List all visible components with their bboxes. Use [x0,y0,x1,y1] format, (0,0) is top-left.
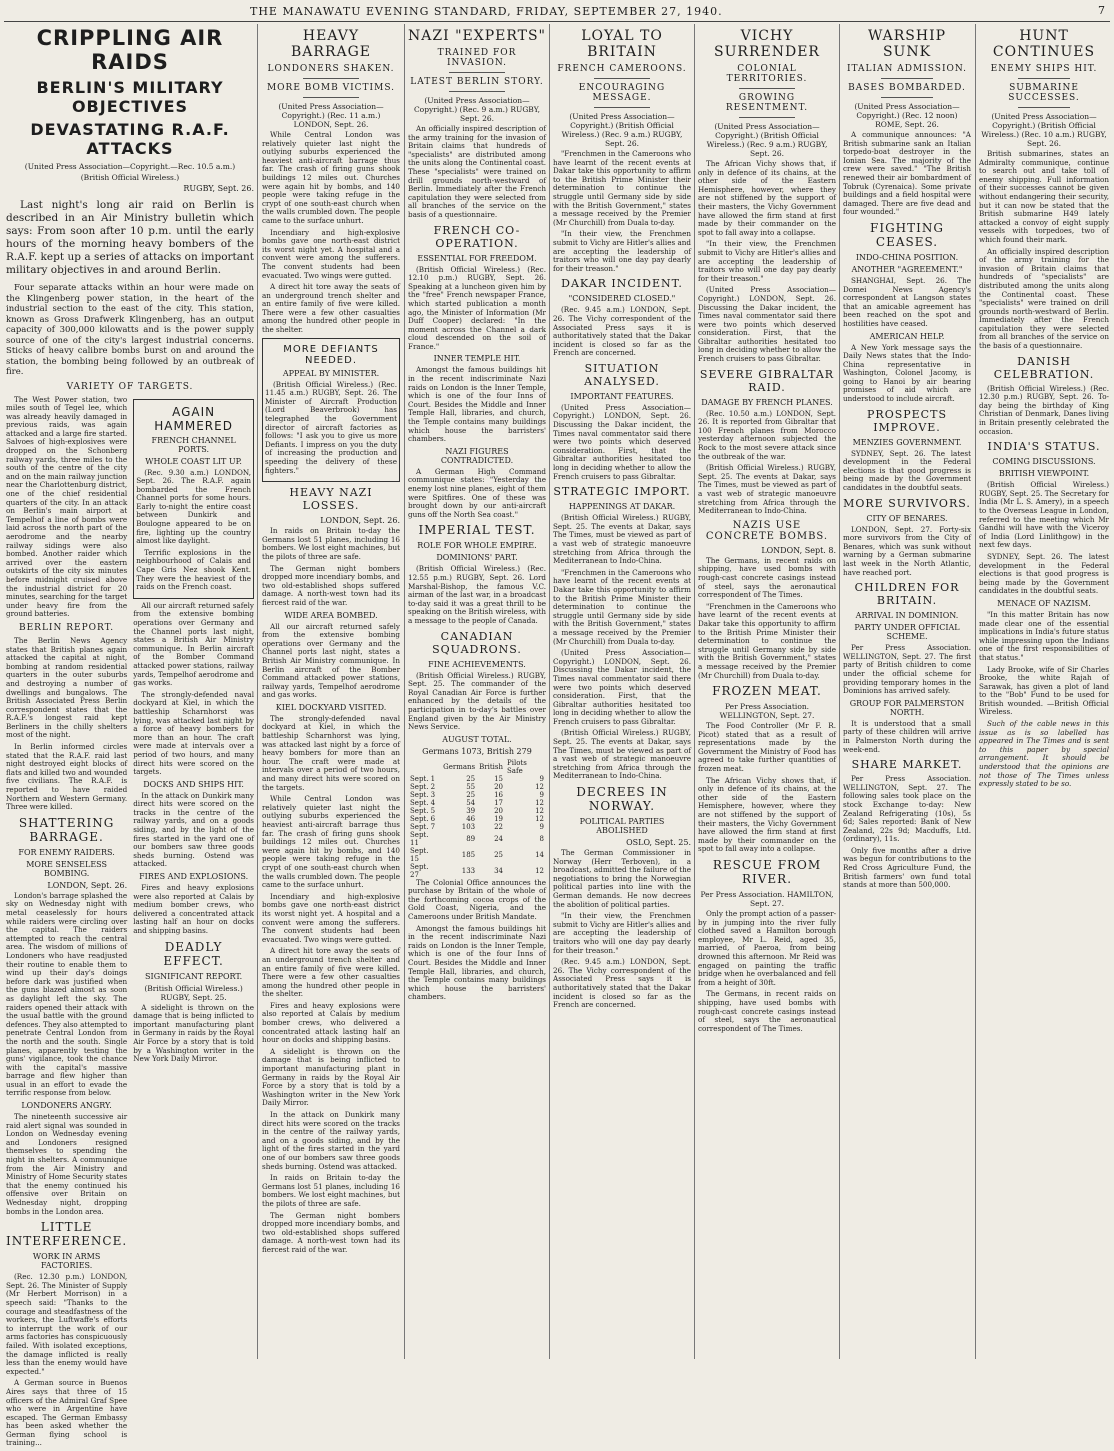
story-subhead: TRAINED FOR INVASION. [408,48,546,68]
story-headline: RESCUE FROM RIVER. [698,858,836,886]
column-6 [843,24,971,1359]
table-cell: Sept. 6 [408,815,441,823]
section-subhead: MENZIES GOVERNMENT. [843,438,971,447]
table-cell: 16 [477,791,505,799]
article-paragraph: An officially inspired description of the army training for the invasion of Britain claims that hundreds of "specialists" are distributed among the units along the Continental coast. These "specialists" were trained on drill grounds north-westward of Berlin. Immediately after the French capitulation they were selected from all branches of the service on the basis of a questionnaire. [408,125,546,220]
story-headline: SHARE MARKET. [843,758,971,771]
section-subhead: WIDE AREA BOMBED. [262,611,400,620]
table-cell: 55 [441,783,477,791]
divider [594,107,649,108]
column-divider [549,24,550,1359]
section-subhead: NAZI FIGURES CONTRADICTED. [408,447,546,465]
table-cell: 22 [477,823,505,831]
story-subhead: MORE BOMB VICTIMS. [262,83,400,93]
divider [881,97,932,98]
story-headline: NAZI "EXPERTS" [408,28,546,44]
table-cell: 12 [505,815,546,823]
table-cell: Sept. 2 [408,783,441,791]
table-row [408,831,546,847]
section-subhead: GROUP FOR PALMERSTON NORTH. [843,699,971,717]
article-paragraph: (British Official Wireless.) RUGBY, Sept. 25. The commander of the Royal Canadian Air Force is further enhanced by the details of the participation in to-day's battles over England given by the Air Ministry News Service. [408,672,546,732]
article-paragraph: "Frenchmen in the Cameroons who have learnt of the recent events at Dakar take this opportunity to affirm to the British Prime Minister their determination to continue the struggle until Germany side by side with the British Government," states a message received by the Premier (Mr Churchill) from Duala to-day. [553,150,691,227]
article-paragraph: Fires and heavy explosions were also reported at Calais by medium bomber crews, who delivered a concentrated attack lasting half an hour on docks and shipping basins. [262,1002,400,1045]
table-total: Germans 1073, British 279 [408,747,546,756]
article-paragraph: It is understood that a small party of these children will arrive in Palmerston North during the week-end. [843,720,971,754]
story-subhead: ENEMY SHIPS HIT. [979,64,1109,74]
table-cell: 20 [477,807,505,815]
table-cell: Sept. 4 [408,799,441,807]
divider [303,78,358,79]
credit-line: Per Press Association. WELLINGTON, Sept. 27. [698,702,836,720]
story-headline: STRATEGIC IMPORT. [553,485,691,498]
table-cell: 133 [441,863,477,879]
article-paragraph: The Food Controller (Mr F. R. Picot) stated that as a result of representations made by the Government the Ministry of Food has agreed to take further quantities of frozen meat. [698,722,836,774]
section-subhead: FOR ENEMY RAIDERS. [6,848,127,857]
table-row [408,863,546,879]
credit-line: (United Press Association—Copyright.) (Rec. 9 a.m.) RUGBY, Sept. 26. [408,96,546,123]
table-cell: Sept. 27 [408,863,441,879]
article-paragraph: "In their view, the Frenchmen submit to Vichy are Hitler's allies and are accepting the leadership of traitors who will one day pay dearly for their treason." [698,240,836,283]
box-headline: AGAIN HAMMERED [136,405,251,433]
article-paragraph: In raids on Britain to-day the Germans lost 51 planes, including 16 bombers. We lost eight machines, but the pilots of three are safe. [262,1174,400,1208]
table-cell: 46 [441,815,477,823]
table-cell: 9 [505,775,546,783]
story-headline: WARSHIP SUNK [843,28,971,60]
article-paragraph: "In their view, the Frenchmen submit to Vichy are Hitler's allies and are accepting the leadership of traitors who will one day pay dearly for their treason." [553,230,691,273]
article-paragraph: (British Official Wireless.) RUGBY, Sept. 25. The events at Dakar, says The Times, must be viewed as part of a vast web of strategic manoeuvre stretching from Africa through the Mediterranean to Indo-China. [553,729,691,781]
story-headline: DAKAR INCIDENT. [553,277,691,290]
column-1 [6,24,254,1359]
table-row [408,807,546,815]
table-cell: Sept. 15 [408,847,441,863]
table-body [408,775,546,879]
article-paragraph: The German Commissioner in Norway (Herr Terboven), in a broadcast, admitted the failure of the negotiations to bring the Norwegian political parties into line with the German demands. He now decrees the abolition of political parties. [553,849,691,909]
section-subhead: LONDONERS ANGRY. [6,1101,127,1110]
article-paragraph: The strongly-defended naval dockyard at Kiel, in which the battleship Scharnhorst was lying, was attacked last night by a force of heavy bombers for more than an hour. The craft were made at intervals over a period of two hours, and many direct hits were scored on the targets. [133,691,254,777]
table-cell: 14 [505,847,546,863]
credit-line: (United Press Association—Copyright.) (British Official Wireless.) (Rec. 9 a.m.) RUGBY, Sept. 26. [698,122,836,158]
subhead-berlin-objectives: BERLIN'S MILITARY OBJECTIVES [6,78,254,116]
table-row [408,823,546,831]
article-paragraph: All our aircraft returned safely from the extensive bombing operations over Germany and the Channel ports last night, states a British Air Ministry communique. In Berlin aircraft of the Bomber Command attacked power stations, railway yards, Tempelhof aerodrome and gas works. [133,602,254,688]
table-header-cell [408,759,441,775]
table-cell: 12 [505,863,546,879]
article-paragraph: A German High Command communique states: "Yesterday the enemy lost nine planes, eight of them were Spitfires. One of these was brought down by our anti-aircraft guns off the North Sea coast." [408,468,546,520]
divider [449,91,504,92]
story-headline: INDIA'S STATUS. [979,440,1109,453]
credit-line: (United Press Association—Copyright.) (British Official Wireless.) (Rec. 9 a.m.) RUGBY, Sept. 26. [553,112,691,148]
article-paragraph: (United Press Association—Copyright.) LONDON, Sept. 26. Discussing the Dakar incident, the Times naval commentator said there were two points which deserved consideration. First, that the Gibraltar authorities hesitated too long in deciding whether to allow the French cruisers to pass Gibraltar. [698,286,836,363]
article-paragraph: A sidelight is thrown on the damage that is being inflicted to important manufacturing plant in Germany in raids by the Royal Air Force by a story that is told by a Washington writer in the New York Daily Mirror. [133,1004,254,1064]
table-cell: 9 [505,791,546,799]
table-cell: 8 [505,831,546,847]
article-paragraph: The African Vichy shows that, if only in defence of its chains, at the other side of the Eastern Hemisphere, however, where they are not stiffened by the support of their masters, the Vichy Government have allowed the firm stand at first made by their commander on the spot to fall away into a collapse. [698,160,836,237]
table-row [408,791,546,799]
divider [1018,78,1070,79]
lead-paragraph: Last night's long air raid on Berlin is described in an Air Ministry bulletin which says: From soon after 10 p.m. until the early hours of the morning heavy bombers of the R.A.F. kept up a series of attacks on important military objectives in and around Berlin. [6,199,254,277]
headline-crippling-air-raids: CRIPPLING AIR RAIDS [6,26,254,74]
article-paragraph: Per Press Association. WELLINGTON, Sept. 27. The following sales took place on the stock Exchange to-day: New Zealand Refrigerating (10s), 5s 6d; Sales reported: Bank of New Zealand, 22s 9d; Macduffs, Ltd. (ordinary), 11s. [843,775,971,844]
article-paragraph: A New York message says the Daily News states that the Indo-China representative in Washington, Colonel Jacomy, is going to Hanoi by air bearing promises of aid which are understood to include aircraft. [843,344,971,404]
divider [739,117,794,118]
table-row [408,775,546,783]
section-subhead: CITY OF BENARES. [843,514,971,523]
section-subhead: PARTY UNDER OFFICIAL SCHEME. [843,623,971,641]
article-paragraph: Fires and heavy explosions were also reported at Calais by medium bomber crews, who delivered a concentrated attack lasting half an hour on docks and shipping basins. [133,884,254,936]
column-divider [694,24,695,1359]
dateline: LONDON, Sept. 26. [6,881,127,890]
article-paragraph: The German night bombers dropped more incendiary bombs, and two old-established shops suffered damage. A north-west town had its fiercest raid of the war. [262,1212,400,1255]
column-3 [408,24,546,1359]
editorial-note: Such of the cable news in this issue as is so labelled has appeared in The Times and is sent to this paper by special arrangement. It should be understood that the opinions are not those of The Times unless expressly stated to be so. [979,720,1109,789]
article-paragraph: (British Official Wireless.) RUGBY, Sept. 25. The events at Dakar, says The Times, must be viewed as part of a vast web of strategic manoeuvre stretching from Africa through the Mediterranean to Indo-China. [553,514,691,566]
section-subhead: INNER TEMPLE HIT. [408,354,546,363]
divider [739,88,794,89]
section-subhead: WORK IN ARMS FACTORIES. [6,1252,127,1270]
losses-table [408,759,546,879]
table-cell: 12 [505,783,546,791]
table-row [408,815,546,823]
article-paragraph: SHANGHAI, Sept. 26. The Domei News Agency's correspondent at Langson states that an amicable agreement has been reached on the spot and hostilities have ceased. [843,277,971,329]
table-cell: 25 [477,847,505,863]
story-headline: DANISH CELEBRATION. [979,355,1109,381]
table-cell: Sept. 5 [408,807,441,815]
table-cell: 24 [477,831,505,847]
table-cell: 12 [505,807,546,815]
article-paragraph: All our aircraft returned safely from the extensive bombing operations over Germany and the Channel ports last night, states a British Air Ministry communique. In Berlin aircraft of the Bomber Command attacked power stations, railway yards, Tempelhof aerodrome and gas works. [262,623,400,700]
article-paragraph: (Rec. 9.45 a.m.) LONDON, Sept. 26. The Vichy correspondent of the Associated Press says it is authoritatively stated that the Dakar incident is closed so far as the French are concerned. [553,306,691,358]
article-paragraph: British submarines, states an Admiralty communique, continue to search out and take toll of enemy shipping. Full information of their successes cannot be given without endangering their security, but it can now be stated that the British submarine H49 lately attacked a convoy of eight supply vessels with torpedoes, two of which found their mark. [979,150,1109,245]
story-subhead: ITALIAN ADMISSION. [843,64,971,74]
article-paragraph: A German source in Buenos Aires says that three of 15 officers of the Admiral Graf Spee who were in Argentine have escaped. The German Embassy has been asked whether the German flying school is training... [6,1379,127,1448]
table-header-cell: Germans [441,759,477,775]
table-cell: 20 [477,783,505,791]
boxed-story [133,399,254,599]
table-cell: 9 [505,823,546,831]
story-headline: NAZIS USE CONCRETE BOMBS. [698,520,836,542]
section-subhead: KIEL DOCKYARD VISITED. [262,703,400,712]
article-paragraph: In raids on Britain to-day the Germans lost 51 planes, including 16 bombers. We lost eight machines, but the pilots of three are safe. [262,527,400,561]
column-divider [839,24,840,1359]
credit-line: (British Official Wireless.) [6,173,254,182]
divider [594,78,649,79]
article-paragraph: The Berlin News Agency states that British planes again attacked the capital at night, bombing at random residential quarters in the outer suburbs and destroying a number of dwellings and bungalows. The British Associated Press Berlin correspondent states that the R.A.F.'s longest raid kept Berliners in the chilly shelters most of the night. [6,637,127,740]
two-col-block [6,396,254,1451]
section-subhead: BRITISH VIEWPOINT. [979,469,1109,478]
story-subhead: ENCOURAGING MESSAGE. [553,83,691,103]
table-title: AUGUST TOTAL. [408,735,546,744]
table-row [408,847,546,863]
table-row [408,783,546,791]
table-cell: 17 [477,799,505,807]
story-headline: HEAVY BARRAGE [262,28,400,60]
column-4 [553,24,691,1359]
section-subhead: ARRIVAL IN DOMINION. [843,611,971,620]
story-headline: FIGHTING CEASES. [843,221,971,249]
credit-line: (United Press Association—Copyright.) (Rec. 12 noon) ROME, Sept. 26. [843,102,971,129]
article-paragraph: A direct hit tore away the seats of an underground trench shelter and an entire family of five were killed. There were a few other casualties among the hundred other people in the shelter. [262,947,400,999]
story-headline: PROSPECTS IMPROVE. [843,408,971,434]
credit-line: (British Official Wireless.) RUGBY, Sept. 25. [133,984,254,1002]
story-subhead: FRENCH CAMEROONS. [553,64,691,74]
credit-line: Per Press Association. HAMILTON, Sept. 27. [698,890,836,908]
section-subhead: DAMAGE BY FRENCH PLANES. [698,398,836,407]
newspaper-title: THE MANAWATU EVENING STANDARD, FRIDAY, SEPTEMBER 27, 1940. [250,5,723,18]
article-paragraph: "Frenchmen in the Cameroons who have learnt of the recent events at Dakar take this opportunity to affirm to the British Prime Minister their determination to continue the struggle until Germany side by side with the British Government," states a message received by the Premier (Mr Churchill) from Duala to-day. [553,569,691,646]
section-subhead: IMPORTANT FEATURES. [553,392,691,401]
article-paragraph: LONDON, Sept. 27. Forty-six more survivors from the City of Benares, which was sunk without warning by a German submarine last week in the North Atlantic, have reached port. [843,526,971,578]
article-paragraph: SYDNEY, Sept. 26. The latest development in the Federal elections is that good progress is being made by the Government candidates in the doubtful seats. [979,553,1109,596]
section-subhead: AMERICAN HELP. [843,332,971,341]
box-subhead: FRENCH CHANNEL PORTS. [136,436,251,454]
masthead [0,0,1114,20]
table-cell: 25 [441,775,477,783]
masthead-rule [4,21,1110,22]
section-subhead: DOMINIONS' PART. [408,553,546,562]
article-paragraph: A communique announces: "A British submarine sank an Italian torpedo-boat destroyer in the Ionian Sea. The majority of the crew were saved." "The British renewed their air bombardment of Tobruk (Cyrenaica). Some private buildings and a field hospital were damaged. There are five dead and four wounded." [843,131,971,217]
table-cell: Sept. 11 [408,831,441,847]
article-paragraph: A direct hit tore away the seats of an underground trench shelter and an entire family of five were killed. There were a few other casualties among the hundred other people in the shelter. [262,283,400,335]
article-paragraph: While Central London was relatively quieter last night the outlying suburbs experienced the heaviest anti-aircraft barrage thus far. The crash of firing guns shook buildings 12 miles out. Churches were again hit by bombs, and 140 people were taking refuge in the crypt of one south-east church when the walls crumbled down. The people came to the surface unhurt. [262,131,400,226]
story-subhead: COLONIAL TERRITORIES. [698,64,836,84]
table-cell: 39 [441,807,477,815]
article-paragraph: (Rec. 12.30 p.m.) LONDON, Sept. 26. The Minister of Supply (Mr Herbert Morrison) in a speech said: "Thanks to the courage and steadfastness of the workers, the Luftwaffe's efforts to interrupt the work of our arms factories has conspicuously failed. With isolated exceptions, the damage inflicted is really less than the enemy would have expected." [6,1273,127,1376]
story-subhead: LATEST BERLIN STORY. [408,77,546,87]
article-paragraph: The strongly-defended naval dockyard at Kiel, in which the battleship Scharnhorst was lying, was attacked last night by a force of heavy bombers for more than an hour. The craft were made at intervals over a period of two hours, and many direct hits were scored on the targets. [262,715,400,792]
story-headline: MORE SURVIVORS. [843,497,971,510]
box-subhead: WHOLE COAST LIT UP. [136,457,251,466]
story-headline: DEADLY EFFECT. [133,940,254,968]
article-paragraph: Per Press Association. WELLINGTON, Sept. 27. The first party of British children to come under the official scheme for providing temporary homes in the Dominions has arrived safely. [843,644,971,696]
article-paragraph: (Rec. 9.30 a.m.) LONDON, Sept. 26. The R.A.F. again bombarded the French Channel ports for some hours. Early to-night the entire coast between Dunkirk and Boulogne appeared to be on fire, lighting up the country almost like daylight. [136,469,251,546]
credit-line: (United Press Association—Copyright.) (British Official Wireless.) (Rec. 10 a.m.) RUGBY, Sept. 26. [979,112,1109,148]
divider [303,97,358,98]
article-paragraph: Incendiary and high-explosive bombs gave one north-east district its worst night yet. A hospital and a convent were among the sufferers. The convent students had been evacuated. Two wings were gutted. [262,893,400,945]
table-header-cell: British [477,759,505,775]
column-7 [979,24,1109,1359]
table-cell: 12 [505,799,546,807]
article-paragraph: Only five months after a drive was begun for contributions to the Red Cross Agriculture Fund, the British farmers' own fund total stands at more than 500,000. [843,847,971,890]
table-cell: Sept. 1 [408,775,441,783]
table-header-cell: Pilots Safe [505,759,546,775]
column-divider [257,24,258,1359]
article-paragraph: London's barrage splashed the sky on Wednesday night with metal ceaselessly for hours while raiders were circling over the capital. The raiders attempted to reach the central area. The wisdom of millions of Londoners who have readjusted their routine to enable them to wind up their day's doings before dark was justified when the guns blazed almost as soon as daylight left the sky. The raiders opened their attack with the usual battle with the ground defences. They also attempted to penetrate Central London from the north and the south. Single planes, apparently testing the guns' vigilance, took the chance with the capital's massive barrage and flew higher than usual in an effort to evade the terrific response from below. [6,892,127,1098]
section-subhead: MENACE OF NAZISM. [979,599,1109,608]
table-cell: Sept. 3 [408,791,441,799]
article-paragraph: (United Press Association—Copyright.) LONDON, Sept. 26. Discussing the Dakar incident, the Times naval commentator said there were two points which deserved consideration. First, that the Gibraltar authorities hesitated too long in deciding whether to allow the French cruisers to pass Gibraltar. [553,404,691,481]
table-cell: 103 [441,823,477,831]
story-headline: CANADIAN SQUADRONS. [408,630,546,656]
column-2 [262,24,400,1359]
table-cell: 54 [441,799,477,807]
section-subhead: INDO-CHINA POSITION. [843,253,971,262]
subhead-devastating-attacks: DEVASTATING R.A.F. ATTACKS [6,120,254,158]
section-subhead: "CONSIDERED CLOSED." [553,294,691,303]
table-cell: Sept. 7 [408,823,441,831]
table-cell: 34 [477,863,505,879]
article-paragraph: Amongst the famous buildings hit in the recent indiscriminate Nazi raids on London is the Inner Temple, which is one of the four Inns of Court. Besides the Middle and Inner Temple Hall, libraries, and church, the Temple contains many buildings which house the barristers' chambers. [408,366,546,443]
divider [449,72,504,73]
article-paragraph: "In their view, the Frenchmen submit to Vichy are Hitler's allies and are accepting the leadership of traitors who will one day pay dearly for their treason." [553,912,691,955]
sub-column-left [6,396,127,1451]
article-paragraph: Incendiary and high-explosive bombs gave one north-east district its worst night yet. A hospital and a convent were among the sufferers. The convent students had been evacuated. Two wings were gutted. [262,229,400,281]
box-subhead: APPEAL BY MINISTER. [265,369,397,378]
column-divider [404,24,405,1359]
divider [881,78,932,79]
dateline: RUGBY, Sept. 26. [6,184,254,193]
article-paragraph: (British Official Wireless.) (Rec. 11.45 a.m.) RUGBY, Sept. 26. The Minister of Aircraft Production (Lord Beaverbrook) has telegraphed the Government director of aircraft factories as follows: "I ask you to give us more Defiants. I impress on you the duty of increasing the production and speeding the delivery of these fighters." [265,381,397,476]
section-subhead: FINE ACHIEVEMENTS. [408,660,546,669]
table-cell: 89 [441,831,477,847]
credit-line: (United Press Association—Copyright.—Rec. 10.5 a.m.) [6,162,254,171]
story-subhead: LONDONERS SHAKEN. [262,64,400,74]
article-paragraph: (United Press Association—Copyright.) LONDON, Sept. 26. Discussing the Dakar incident, the Times naval commentator said there were two points which deserved consideration. First, that the Gibraltar authorities hesitated too long in deciding whether to allow the French cruisers to pass Gibraltar. [553,649,691,726]
table-cell: 15 [477,775,505,783]
table-cell: 25 [441,791,477,799]
article-paragraph: (British Official Wireless.) RUGBY, Sept. 25. The Secretary for India (Mr L. S. Amery), in a speech to the Overseas League in London, referred to the meeting which Mr Gandhi will have with the Viceroy of India (Lord Linlithgow) in the next few days. [979,481,1109,550]
article-paragraph: (British Official Wireless.) (Rec. 12.10 p.m.) RUGBY, Sept. 26. Speaking at a luncheon given him by the "free" French newspaper France, which started publication a month ago, the Minister of Information (Mr Duff Cooper) declared: "In the moment across the Channel a dark cloud descended on the soil of France." [408,266,546,352]
boxed-story [262,338,400,483]
section-subhead: ANOTHER "AGREEMENT." [843,265,971,274]
column-divider [975,24,976,1359]
table-cell: 19 [477,815,505,823]
sub-column-right [133,396,254,1451]
section-subhead: HAPPENINGS AT DAKAR. [553,502,691,511]
story-headline: LOYAL TO BRITAIN [553,28,691,60]
section-subhead: ROLE FOR WHOLE EMPIRE. [408,541,546,550]
article-paragraph: In the attack on Dunkirk many direct hits were scored on the tracks in the centre of the railway yards, and on a goods siding, and by the light of the fires started in the yard one of our bombers saw three goods sheds burning. Ostend was attacked. [133,792,254,869]
story-headline: IMPERIAL TEST. [408,523,546,537]
article-paragraph: The African Vichy shows that, if only in defence of its chains, at the other side of the Eastern Hemisphere, however, where they are not stiffened by the support of their masters, the Vichy Government have allowed the firm stand at first made by their commander on the spot to fall away into a collapse. [698,777,836,854]
section-subhead: ESSENTIAL FOR FREEDOM. [408,254,546,263]
story-subhead: SUBMARINE SUCCESSES. [979,83,1109,103]
article-paragraph: Lady Brooke, wife of Sir Charles Brooke, the white Rajah of Sarawak, has given a plot of land to the "Bob" Fund to be used for British wounded. —British Official Wireless. [979,666,1109,718]
article-paragraph: The German night bombers dropped more incendiary bombs, and two old-established shops suffered damage. A north-west town had its fiercest raid of the war. [262,565,400,608]
story-headline: FRENCH CO-OPERATION. [408,224,546,250]
article-paragraph: The Germans, in recent raids on shipping, have used bombs with rough-cast concrete casings instead of steel, says the aeronautical correspondent of The Times. [698,557,836,600]
story-headline: VICHY SURRENDER [698,28,836,60]
credit-line: (United Press Association—Copyright.) (Rec. 11 a.m.) LONDON, Sept. 26. [262,102,400,129]
story-headline: SHATTERING BARRAGE. [6,816,127,844]
story-headline: HEAVY NAZI LOSSES. [262,486,400,512]
story-subhead: GROWING RESENTMENT. [698,93,836,113]
article-paragraph: In Berlin informed circles stated that the R.A.F. raid last night destroyed eight blocks of flats and killed two and wounded five civilians. The R.A.F. is reported to have raided Northern and Western Germany. Three were killed. [6,743,127,812]
article-paragraph: SYDNEY, Sept. 26. The latest development in the Federal elections is that good progress is being made by the Government candidates in the doubtful seats. [843,450,971,493]
dateline: OSLO, Sept. 25. [553,838,691,847]
article-paragraph: (British Official Wireless.) (Rec. 12.55 p.m.) RUGBY, Sept. 26. Lord Marshal-Bishop, the famous V.C. airman of the last war, in a broadcast to-day said it was a great thrill to be speaking on the British wireless, with a message to the people of Canada. [408,565,546,625]
story-subhead: BASES BOMBARDED. [843,83,971,93]
section-subhead: SIGNIFICANT REPORT. [133,972,254,981]
article-paragraph: (Rec. 9.45 a.m.) LONDON, Sept. 26. The Vichy correspondent of the Associated Press says it is authoritatively stated that the Dakar incident is closed so far as the French are concerned. [553,958,691,1010]
story-headline: CHILDREN FOR BRITAIN. [843,581,971,607]
section-subhead: BERLIN REPORT. [6,623,127,633]
article-paragraph: A sidelight is thrown on the damage that is being inflicted to important manufacturing plant in Germany in raids by the Royal Air Force by a story that is told by a Washington writer in the New York Daily Mirror. [262,1048,400,1108]
article-paragraph: An officially inspired description of the army training for the invasion of Britain claims that hundreds of "specialists" are distributed among the units along the Continental coast. These "specialists" were trained on drill grounds north-westward of Berlin. Immediately after the French capitulation they were selected from all branches of the service on the basis of a questionnaire. [979,248,1109,351]
table-header-row [408,759,546,775]
article-paragraph: The nineteenth successive air raid alert signal was sounded in London on Wednesday evening and Londoners resigned themselves to spending the night in shelters. A communique from the Air Ministry and Ministry of Home Security states that the enemy continued his offensive over Britain on Wednesday night, dropping bombs in the London area. [6,1113,127,1216]
section-subhead: FIRES AND EXPLOSIONS. [133,872,254,881]
section-subhead: POLITICAL PARTIES ABOLISHED [553,817,691,835]
article-paragraph: The Colonial Office announces the purchase by Britain of the whole of the forthcoming cocoa crops of the Gold Coast, Nigeria, and the Cameroons under British Mandate. [408,879,546,922]
divider [1018,107,1070,108]
story-headline: LITTLE INTERFERENCE. [6,1220,127,1248]
article-paragraph: (British Official Wireless.) RUGBY, Sept. 25. The events at Dakar, says The Times, must be viewed as part of a vast web of strategic manoeuvre stretching from Africa through the Mediterranean to Indo-China. [698,464,836,516]
section-subhead: VARIETY OF TARGETS. [6,382,254,392]
article-paragraph: (British Official Wireless.) (Rec. 12.30 p.m.) RUGBY, Sept. 26. To-day being the birthday of King Christian of Denmark, Danes living in Britain presently celebrated the occasion. [979,385,1109,437]
article-paragraph: (Rec. 10.50 a.m.) LONDON, Sept. 26. It is reported from Gibraltar that 100 French planes from Morocco yesterday afternoon subjected the Rock to the most severe attack since the outbreak of the war. [698,410,836,462]
column-5 [698,24,836,1359]
article-paragraph: The Germans, in recent raids on shipping, have used bombs with rough-cast concrete casings instead of steel, says the aeronautical correspondent of The Times. [698,990,836,1033]
dateline: LONDON, Sept. 8. [698,546,836,555]
story-headline: SITUATION ANALYSED. [553,362,691,388]
table-row [408,799,546,807]
article-paragraph: Only the prompt action of a passer-by in jumping into the river fully clothed saved a Hamilton borough employee, Mr L. Reid, aged 35, married, of Paeroa, from being drowned this afternoon. Mr Reid was engaged on painting the traffic bridge when he overbalanced and fell from a height of 30ft. [698,910,836,987]
section-subhead: DOCKS AND SHIPS HIT. [133,780,254,789]
article-paragraph: The West Power station, two miles south of Tegel lee, which was already heavily damaged in previous raids, was again attacked and a large fire started. Salvoes of high-explosives were dropped on the Schonberg railway yards, three miles to the south of the centre of the city and on the main railway junction near the Charlottenburg district, one of the chief residential quarters of the city. In an attack on Berlin's main airport at Tempelhof a line of bombs were laid across the north part of the aerodrome and the nearby railway sidings were also bombed. Another raider which arrived over the eastern outskirts of the city six minutes before midnight cruised above the industrial district for 20 minutes, searching for the target under heavy fire from the ground batteries. [6,396,127,619]
article-paragraph: In the attack on Dunkirk many direct hits were scored on the tracks in the centre of the railway yards, and on a goods siding, and by the light of the fires started in the yard one of our bombers saw three goods sheds burning. Ostend was attacked. [262,1111,400,1171]
section-subhead: COMING DISCUSSIONS. [979,457,1109,466]
article-paragraph: Amongst the famous buildings hit in the recent indiscriminate Nazi raids on London is the Inner Temple, which is one of the four Inns of Court. Besides the Middle and Inner Temple Hall, libraries, and church, the Temple contains many buildings which house the barristers' chambers. [408,925,546,1002]
box-headline: MORE DEFIANTS NEEDED. [265,344,397,366]
article-paragraph: While Central London was relatively quieter last night the outlying suburbs experienced the heaviest anti-aircraft barrage thus far. The crash of firing guns shook buildings 12 miles out. Churches were again hit by bombs, and 140 people were taking refuge in the crypt of one south-east church when the walls crumbled down. The people came to the surface unhurt. [262,795,400,890]
dateline: LONDON, Sept. 26. [262,516,400,525]
article-paragraph: Four separate attacks within an hour were made on the Klingenberg power station, in the heart of the industrial section to the east of the city. This station, known as Gross Drafwerk Klingenberg, has an output capacity of 300,000 kilowatts and is the power supply source of one of the city's largest industrial concerns. Sticks of heavy calibre bombs burst on and around the station, the bombing being followed by an outbreak of fire. [6,283,254,378]
story-headline: HUNT CONTINUES [979,28,1109,60]
section-subhead: MORE SENSELESS BOMBING. [6,860,127,878]
article-paragraph: Terrific explosions in the neighbourhood of Calais and Cape Gris Nez shook Kent. They were the heaviest of the raids on the French coast. [136,549,251,592]
article-paragraph: "Frenchmen in the Cameroons who have learnt of the recent events at Dakar take this opportunity to affirm to the British Prime Minister their determination to continue the struggle until Germany side by side with the British Government," states a message received by the Premier (Mr Churchill) from Duala to-day. [698,603,836,680]
story-headline: FROZEN MEAT. [698,684,836,698]
table-cell: 185 [441,847,477,863]
story-headline: SEVERE GIBRALTAR RAID. [698,368,836,394]
page-number: 7 [1098,4,1106,17]
story-headline: DECREES IN NORWAY. [553,785,691,813]
article-paragraph: "In this matter Britain has now made clear one of the essential implications in India's future status while impressing upon the Indians one of the first responsibilities of that status." [979,611,1109,663]
